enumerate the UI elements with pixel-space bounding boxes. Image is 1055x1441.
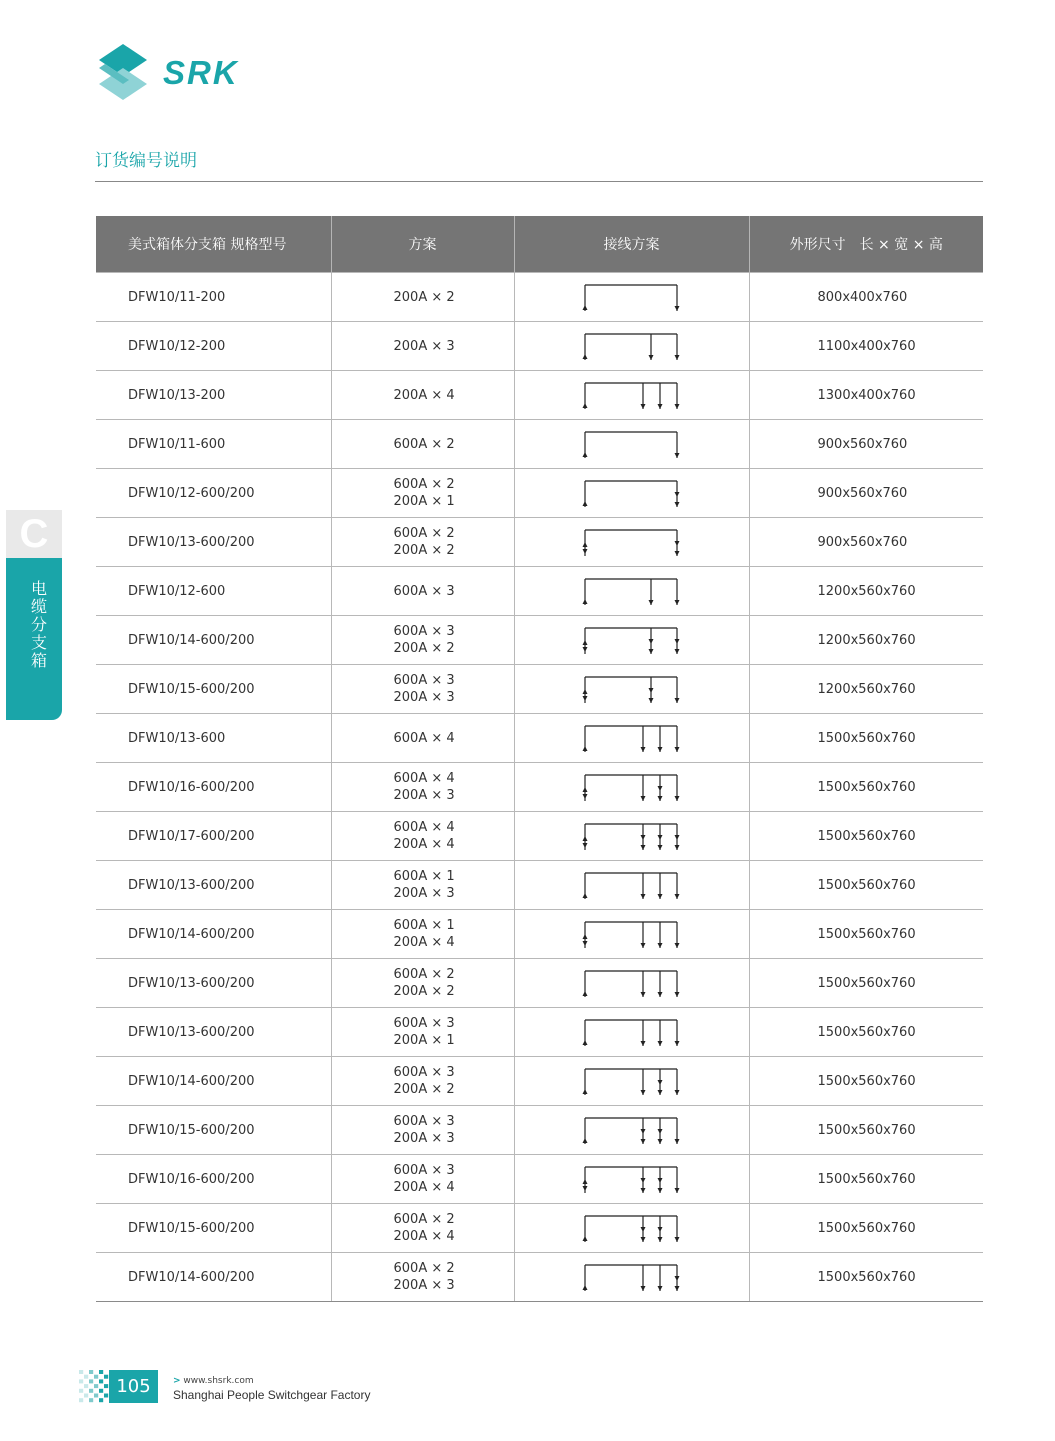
wiring-diagram <box>581 1063 691 1099</box>
table-row <box>96 861 983 910</box>
scheme-line: 200A × 2 <box>393 641 455 656</box>
table-row <box>96 518 983 567</box>
model-cell: DFW10/11-200 <box>96 273 331 322</box>
wiring-cell <box>514 665 749 714</box>
wiring-diagram <box>581 1161 691 1197</box>
wiring-cell <box>514 1057 749 1106</box>
dimensions-cell: 1500x560x760 <box>749 1106 983 1155</box>
scheme-line: 200A × 4 <box>393 935 455 950</box>
scheme-cell <box>331 1008 514 1057</box>
dimensions-cell: 1500x560x760 <box>749 714 983 763</box>
dimensions-cell: 1500x560x760 <box>749 1253 983 1302</box>
wiring-cell <box>514 616 749 665</box>
scheme-line: 600A × 4 <box>393 730 455 746</box>
wiring-diagram <box>581 524 691 560</box>
dimensions-cell: 900x560x760 <box>749 420 983 469</box>
dimensions-cell: 1500x560x760 <box>749 1008 983 1057</box>
model-cell: DFW10/13-600/200 <box>96 959 331 1008</box>
header-model: 美式箱体分支箱 规格型号 <box>96 216 331 273</box>
scheme-line: 200A × 1 <box>393 494 455 509</box>
wiring-cell <box>514 812 749 861</box>
scheme-line: 200A × 3 <box>393 1131 455 1146</box>
scheme-cell <box>331 910 514 959</box>
scheme-line: 200A × 4 <box>393 1180 455 1195</box>
scheme-line: 600A × 4 <box>393 820 455 835</box>
table-row <box>96 665 983 714</box>
scheme-cell <box>331 469 514 518</box>
wiring-diagram <box>581 573 691 609</box>
table-row <box>96 910 983 959</box>
dimensions-cell: 800x400x760 <box>749 273 983 322</box>
scheme-cell <box>331 567 514 616</box>
scheme-line: 200A × 3 <box>393 886 455 901</box>
wiring-diagram <box>581 1112 691 1148</box>
scheme-cell <box>331 518 514 567</box>
model-cell: DFW10/13-600/200 <box>96 1008 331 1057</box>
wiring-cell <box>514 518 749 567</box>
scheme-line: 600A × 2 <box>393 1261 455 1276</box>
scheme-line: 200A × 2 <box>393 1082 455 1097</box>
dimensions-cell: 1200x560x760 <box>749 567 983 616</box>
wiring-diagram <box>581 1014 691 1050</box>
table-row <box>96 1106 983 1155</box>
wiring-diagram <box>581 377 691 413</box>
model-cell: DFW10/12-200 <box>96 322 331 371</box>
chapter-letter: C <box>19 512 49 556</box>
dimensions-cell: 1200x560x760 <box>749 616 983 665</box>
scheme-cell <box>331 1155 514 1204</box>
dimensions-cell: 1500x560x760 <box>749 910 983 959</box>
wiring-cell <box>514 1008 749 1057</box>
table-row <box>96 1155 983 1204</box>
table-row <box>96 812 983 861</box>
model-cell: DFW10/12-600/200 <box>96 469 331 518</box>
scheme-cell <box>331 959 514 1008</box>
model-cell: DFW10/13-600 <box>96 714 331 763</box>
model-cell: DFW10/17-600/200 <box>96 812 331 861</box>
footer-company: Shanghai People Switchgear Factory <box>173 1388 371 1402</box>
wiring-diagram <box>581 867 691 903</box>
table-row <box>96 1204 983 1253</box>
scheme-cell <box>331 714 514 763</box>
table-row <box>96 567 983 616</box>
footer-url-text: www.shsrk.com <box>183 1376 254 1386</box>
wiring-cell <box>514 714 749 763</box>
scheme-line: 600A × 3 <box>393 624 455 639</box>
scheme-line: 600A × 3 <box>393 1114 455 1129</box>
table-body <box>96 273 983 1302</box>
scheme-cell <box>331 371 514 420</box>
dimensions-cell: 1500x560x760 <box>749 861 983 910</box>
scheme-line: 600A × 1 <box>393 918 455 933</box>
scheme-cell <box>331 273 514 322</box>
model-cell: DFW10/13-200 <box>96 371 331 420</box>
dimensions-cell: 900x560x760 <box>749 469 983 518</box>
table-row <box>96 371 983 420</box>
wiring-diagram <box>581 671 691 707</box>
wiring-cell <box>514 763 749 812</box>
wiring-diagram <box>581 328 691 364</box>
wiring-diagram <box>581 818 691 854</box>
header-wiring: 接线方案 <box>514 216 749 273</box>
wiring-cell <box>514 469 749 518</box>
scheme-cell <box>331 322 514 371</box>
table-row <box>96 469 983 518</box>
wiring-cell <box>514 1106 749 1155</box>
scheme-line: 600A × 2 <box>393 967 455 982</box>
wiring-cell <box>514 322 749 371</box>
scheme-line: 200A × 4 <box>393 837 455 852</box>
dimensions-cell: 1500x560x760 <box>749 763 983 812</box>
scheme-line: 600A × 2 <box>393 526 455 541</box>
scheme-line: 600A × 2 <box>393 1212 455 1227</box>
wiring-diagram <box>581 965 691 1001</box>
wiring-cell <box>514 273 749 322</box>
scheme-cell <box>331 665 514 714</box>
scheme-line: 600A × 1 <box>393 869 455 884</box>
scheme-line: 600A × 3 <box>393 583 455 599</box>
scheme-line: 600A × 4 <box>393 771 455 786</box>
checker-pattern-icon <box>79 1370 109 1403</box>
dimensions-cell: 900x560x760 <box>749 518 983 567</box>
model-cell: DFW10/12-600 <box>96 567 331 616</box>
scheme-line: 600A × 3 <box>393 1163 455 1178</box>
wiring-cell <box>514 371 749 420</box>
wiring-diagram <box>581 279 691 315</box>
table-row <box>96 763 983 812</box>
wiring-cell <box>514 1204 749 1253</box>
model-cell: DFW10/11-600 <box>96 420 331 469</box>
scheme-line: 600A × 2 <box>393 436 455 452</box>
scheme-line: 200A × 3 <box>393 788 455 803</box>
table-row <box>96 420 983 469</box>
section-title: 订货编号说明 <box>95 151 197 171</box>
chapter-label: 电缆分支箱 <box>30 579 47 670</box>
wiring-diagram <box>581 1259 691 1295</box>
wiring-cell <box>514 910 749 959</box>
dimensions-cell: 1500x560x760 <box>749 1057 983 1106</box>
footer-url[interactable] <box>173 1376 254 1386</box>
table-row <box>96 1057 983 1106</box>
dimensions-cell: 1500x560x760 <box>749 1204 983 1253</box>
wiring-diagram <box>581 769 691 805</box>
scheme-line: 200A × 2 <box>393 289 455 305</box>
wiring-cell <box>514 861 749 910</box>
dimensions-cell: 1300x400x760 <box>749 371 983 420</box>
scheme-line: 200A × 3 <box>393 1278 455 1293</box>
scheme-line: 200A × 4 <box>393 1229 455 1244</box>
model-cell: DFW10/14-600/200 <box>96 616 331 665</box>
model-cell: DFW10/15-600/200 <box>96 665 331 714</box>
model-cell: DFW10/13-600/200 <box>96 518 331 567</box>
dimensions-cell: 1500x560x760 <box>749 1155 983 1204</box>
header-scheme: 方案 <box>331 216 514 273</box>
table-row <box>96 273 983 322</box>
model-cell: DFW10/14-600/200 <box>96 1253 331 1302</box>
scheme-cell <box>331 1057 514 1106</box>
scheme-line: 200A × 1 <box>393 1033 455 1048</box>
scheme-cell <box>331 420 514 469</box>
model-cell: DFW10/16-600/200 <box>96 1155 331 1204</box>
scheme-cell <box>331 1253 514 1302</box>
table-header-row <box>96 216 983 273</box>
brand-name: SRK <box>163 54 239 91</box>
scheme-line: 200A × 2 <box>393 543 455 558</box>
model-cell: DFW10/15-600/200 <box>96 1204 331 1253</box>
wiring-cell <box>514 567 749 616</box>
wiring-cell <box>514 1253 749 1302</box>
dimensions-cell: 1100x400x760 <box>749 322 983 371</box>
scheme-cell <box>331 861 514 910</box>
scheme-line: 600A × 2 <box>393 477 455 492</box>
wiring-diagram <box>581 916 691 952</box>
header-dimensions: 外形尺寸 长 × 宽 × 高 <box>749 216 983 273</box>
wiring-cell <box>514 1155 749 1204</box>
scheme-cell <box>331 616 514 665</box>
table-row <box>96 1253 983 1302</box>
model-cell: DFW10/15-600/200 <box>96 1106 331 1155</box>
scheme-cell <box>331 1204 514 1253</box>
dimensions-cell: 1500x560x760 <box>749 959 983 1008</box>
model-cell: DFW10/16-600/200 <box>96 763 331 812</box>
chapter-side-tab[interactable] <box>6 510 62 720</box>
order-number-table <box>96 216 983 1302</box>
dimensions-cell: 1200x560x760 <box>749 665 983 714</box>
wiring-cell <box>514 420 749 469</box>
scheme-cell <box>331 812 514 861</box>
scheme-line: 200A × 3 <box>393 338 455 354</box>
wiring-diagram <box>581 426 691 462</box>
scheme-line: 200A × 2 <box>393 984 455 999</box>
scheme-cell <box>331 763 514 812</box>
wiring-diagram <box>581 720 691 756</box>
arrow-icon: > <box>173 1376 181 1386</box>
wiring-diagram <box>581 475 691 511</box>
table-row <box>96 1008 983 1057</box>
table-row <box>96 322 983 371</box>
title-divider <box>95 181 983 182</box>
model-cell: DFW10/14-600/200 <box>96 1057 331 1106</box>
page-number: 105 <box>116 1376 151 1397</box>
model-cell: DFW10/13-600/200 <box>96 861 331 910</box>
wiring-diagram <box>581 622 691 658</box>
scheme-line: 600A × 3 <box>393 673 455 688</box>
scheme-cell <box>331 1106 514 1155</box>
scheme-line: 600A × 3 <box>393 1016 455 1031</box>
scheme-line: 200A × 3 <box>393 690 455 705</box>
scheme-line: 200A × 4 <box>393 387 455 403</box>
table-row <box>96 959 983 1008</box>
scheme-line: 600A × 3 <box>393 1065 455 1080</box>
table-row <box>96 616 983 665</box>
wiring-diagram <box>581 1210 691 1246</box>
wiring-cell <box>514 959 749 1008</box>
model-cell: DFW10/14-600/200 <box>96 910 331 959</box>
table-row <box>96 714 983 763</box>
dimensions-cell: 1500x560x760 <box>749 812 983 861</box>
